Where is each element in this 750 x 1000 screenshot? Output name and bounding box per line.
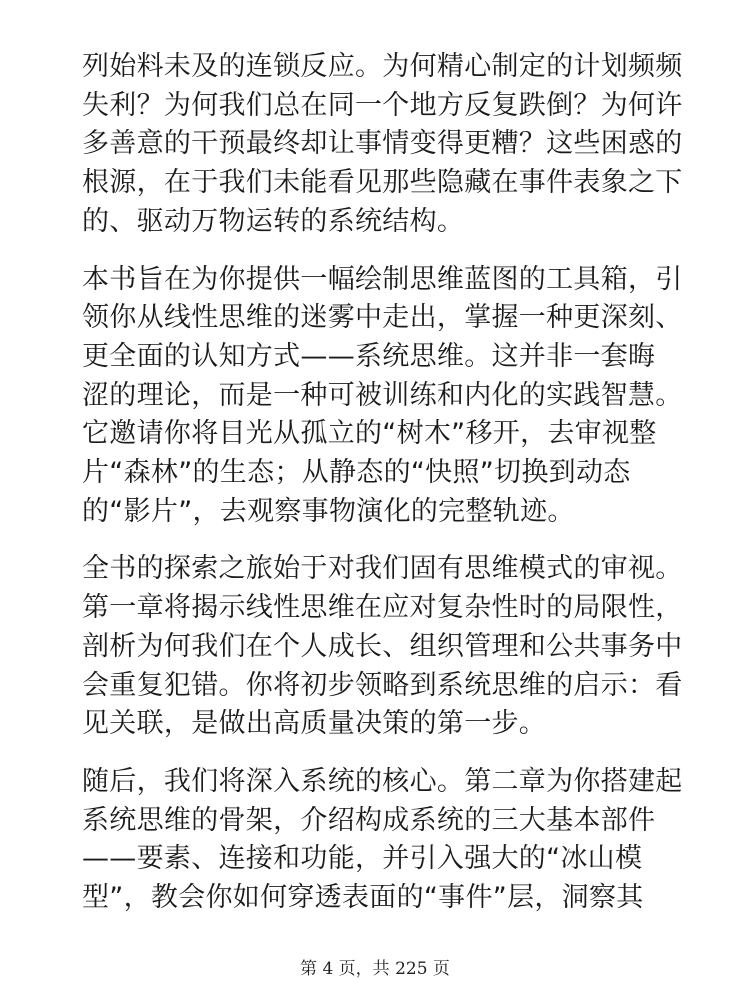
- paragraph-1: [82, 48, 683, 242]
- text-line: 随后，我们将深入系统的核心。第二章为你搭建起: [82, 765, 683, 797]
- paragraph-2: [82, 261, 683, 532]
- text-line: 更全面的认知方式——系统思维。这并非一套晦: [82, 340, 656, 372]
- text-line: 系统思维的骨架，介绍构成系统的三大基本部件: [82, 804, 656, 836]
- text-line: 多善意的干预最终却让事情变得更糟？这些困惑的: [82, 128, 683, 160]
- text-line: 涩的理论，而是一种可被训练和内化的实践智慧。: [82, 379, 683, 411]
- paragraph-4: [82, 763, 683, 918]
- text-line: ——要素、连接和功能，并引入强大的“冰山模: [82, 843, 643, 875]
- text-line: 片“森林”的生态；从静态的“快照”切换到动态: [82, 457, 631, 489]
- text-line: 型”，教会你如何穿透表面的“事件”层，洞察其: [82, 882, 644, 914]
- paragraph-3: [82, 550, 683, 744]
- page-number: 第 4 页，共 225 页: [300, 959, 450, 979]
- body-text: [82, 48, 683, 937]
- text-line: 的、驱动万物运转的系统结构。: [82, 205, 465, 237]
- text-line: 失利？为何我们总在同一个地方反复跌倒？为何许: [82, 89, 683, 121]
- text-line: 第一章将揭示线性思维在应对复杂性时的局限性，: [82, 592, 683, 624]
- text-line: 它邀请你将目光从孤立的“树木”移开，去审视整: [82, 418, 657, 450]
- text-line: 列始料未及的连锁反应。为何精心制定的计划频频: [82, 51, 683, 82]
- text-line: 的“影片”，去观察事物演化的完整轨迹。: [82, 495, 575, 527]
- text-line: 见关联，是做出高质量决策的第一步。: [82, 708, 547, 740]
- text-line: 剖析为何我们在个人成长、组织管理和公共事务中: [82, 630, 683, 662]
- text-line: 本书旨在为你提供一幅绘制思维蓝图的工具箱，引: [82, 263, 683, 295]
- text-line: 领你从线性思维的迷雾中走出，掌握一种更深刻、: [82, 302, 683, 334]
- text-line: 会重复犯错。你将初步领略到系统思维的启示：看: [82, 669, 683, 701]
- text-line: 根源，在于我们未能看见那些隐藏在事件表象之下: [82, 167, 683, 199]
- text-line: 全书的探索之旅始于对我们固有思维模式的审视。: [82, 553, 683, 585]
